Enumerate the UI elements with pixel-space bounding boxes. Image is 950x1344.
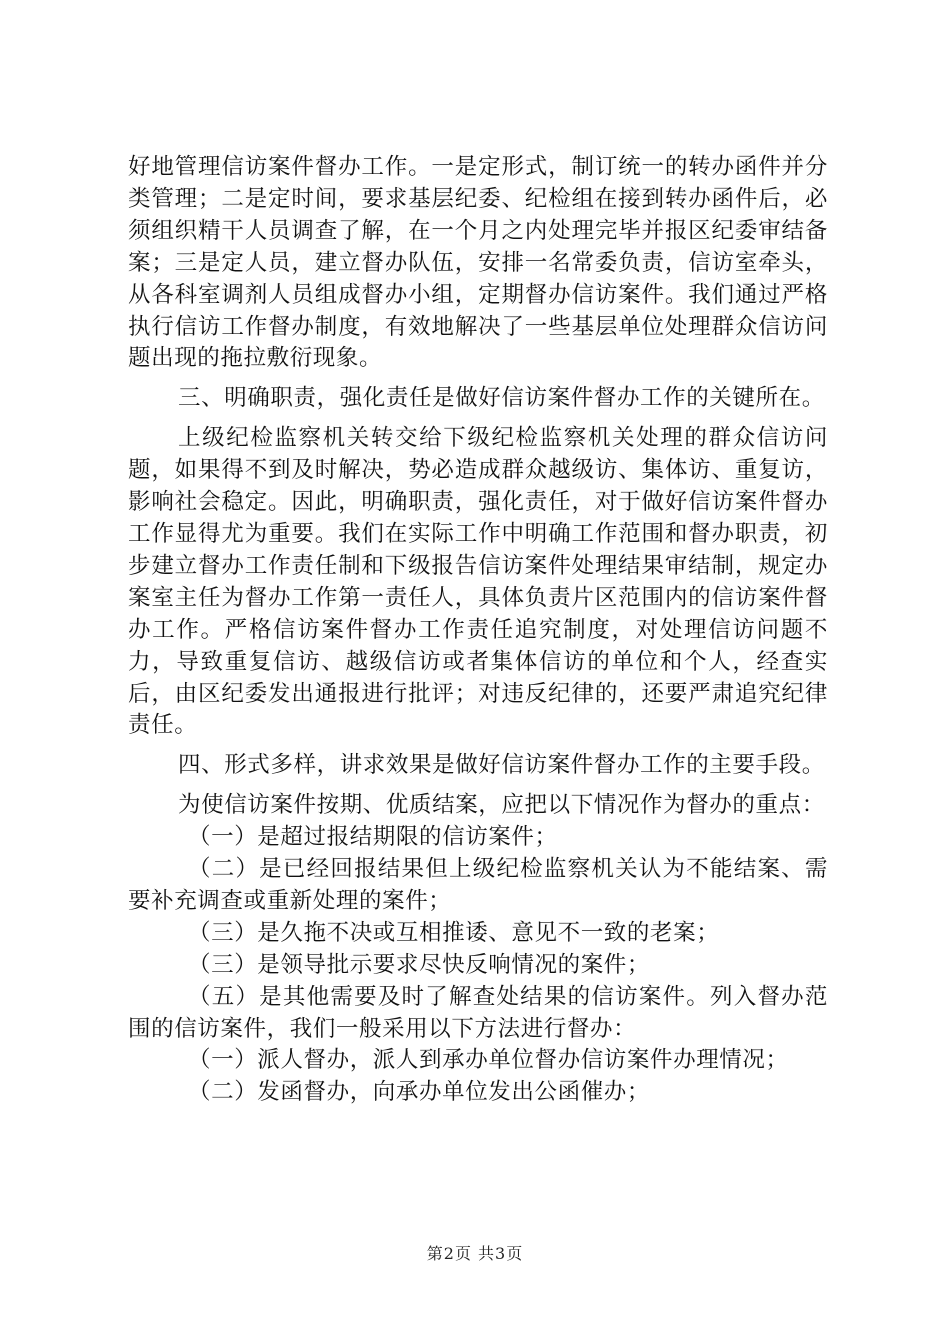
list-item: （五）是其他需要及时了解查处结果的信访案件。列入督办范围的信访案件，我们一般采用以下方法进行督办： [128, 983, 828, 1042]
list-item: （一）是超过报结期限的信访案件； [188, 824, 558, 851]
list-item: （一）派人督办，派人到承办单位督办信访案件办理情况； [188, 1047, 789, 1074]
list-item: （二）是已经回报结果但上级纪检监察机关认为不能结案、需要补充调查或重新处理的案件； [128, 856, 828, 914]
section-heading-3: 三、明确职责，强化责任是做好信访案件督办工作的关键所在。 [178, 385, 825, 412]
paragraph: 为使信访案件按期、优质结案，应把以下情况作为督办的重点： [178, 792, 825, 819]
list-item: （二）发函督办，向承办单位发出公函催办； [188, 1079, 651, 1106]
page-footer: 第2页 共3页 [426, 1244, 524, 1263]
body-text [128, 152, 828, 1109]
list-item: （三）是久拖不决或互相推诿、意见不一致的老案； [188, 919, 720, 946]
list-item: （三）是领导批示要求尽快反响情况的案件； [188, 951, 651, 978]
section-heading-4: 四、形式多样，讲求效果是做好信访案件督办工作的主要手段。 [178, 752, 825, 779]
paragraph: 上级纪检监察机关转交给下级纪检监察机关处理的群众信访问题，如果得不到及时解决，势必造成群众越级访、集体访、重复访，影响社会稳定。因此，明确职责，强化责任，对于做好信访案件督办工作显得尤为重要。我们在实际工作中明确工作范围和督办职责，初步建立督办工作责任制和下级报告信访案件处理结果审结制，规定办案室主任为督办工作第一责任人，具体负责片区范围内的信访案件督办工作。严格信访案件督办工作责任追究制度，对处理信访问题不力，导致重复信访、越级信访或者集体信访的单位和个人，经查实后，由区纪委发出通报进行批评；对违反纪律的，还要严肃追究纪律责任。 [128, 425, 828, 739]
paragraph: 好地管理信访案件督办工作。一是定形式，制订统一的转办函件并分类管理；二是定时间，要求基层纪委、纪检组在接到转办函件后，必须组织精干人员调查了解，在一个月之内处理完毕并报区纪委审结备案；三是定人员，建立督办队伍，安排一名常委负责，信访室牵头，从各科室调剂人员组成督办小组，定期督办信访案件。我们通过严格执行信访工作督办制度，有效地解决了一些基层单位处理群众信访问题出现的拖拉敷衍现象。 [128, 154, 828, 372]
